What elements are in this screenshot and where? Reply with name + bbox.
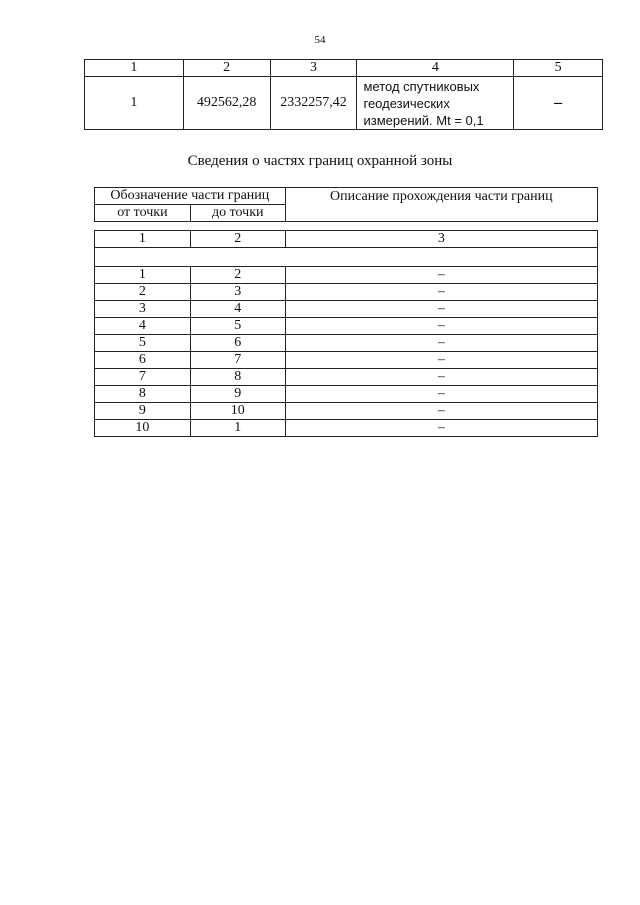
from-point: 4 (95, 318, 191, 335)
header-from-point: от точки (95, 205, 191, 222)
method-line: метод спутниковых (363, 78, 480, 94)
column-number-1: 1 (95, 231, 191, 248)
table-row (95, 369, 598, 386)
from-point: 3 (95, 301, 191, 318)
from-point: 8 (95, 386, 191, 403)
table-header-row (85, 60, 603, 77)
page-number: 54 (314, 34, 326, 46)
column-number-row (95, 231, 598, 248)
description: – (285, 335, 597, 352)
table-gap-row (95, 222, 598, 231)
empty-row (95, 248, 598, 267)
table-row (95, 301, 598, 318)
to-point: 4 (190, 301, 285, 318)
coordinate-x: 492562,28 (183, 77, 270, 130)
header-to-point: до точки (190, 205, 285, 222)
from-point: 7 (95, 369, 191, 386)
from-point: 9 (95, 403, 191, 420)
header-boundary-part-designation: Обозначение части границ (95, 188, 286, 205)
header-boundary-description: Описание прохождения части границ (285, 188, 597, 222)
gap-cell (95, 222, 598, 231)
column-5-value: – (514, 77, 603, 130)
table-header-row (95, 188, 598, 205)
point-number: 1 (85, 77, 184, 130)
section-title: Сведения о частях границ охранной зоны (187, 153, 453, 169)
coordinates-table (84, 59, 603, 130)
from-point: 1 (95, 267, 191, 284)
column-number-2: 2 (183, 60, 270, 77)
description: – (285, 403, 597, 420)
coordinate-y: 2332257,42 (270, 77, 357, 130)
description: – (285, 386, 597, 403)
description: – (285, 284, 597, 301)
column-number-3: 3 (285, 231, 597, 248)
to-point: 6 (190, 335, 285, 352)
table-row (95, 267, 598, 284)
column-number-5: 5 (514, 60, 603, 77)
table-row (95, 420, 598, 437)
method-line: измерений. Mt = 0,1 (363, 112, 484, 128)
to-point: 3 (190, 284, 285, 301)
description: – (285, 267, 597, 284)
description: – (285, 301, 597, 318)
to-point: 1 (190, 420, 285, 437)
table-row (95, 386, 598, 403)
description: – (285, 352, 597, 369)
column-number-3: 3 (270, 60, 357, 77)
table-row (95, 318, 598, 335)
description: – (285, 369, 597, 386)
table-row (95, 403, 598, 420)
boundary-parts-table (94, 187, 598, 437)
table-row (95, 335, 598, 352)
to-point: 9 (190, 386, 285, 403)
to-point: 7 (190, 352, 285, 369)
method-line: геодезических (363, 95, 450, 111)
from-point: 10 (95, 420, 191, 437)
to-point: 8 (190, 369, 285, 386)
table-row (95, 284, 598, 301)
column-number-2: 2 (190, 231, 285, 248)
measurement-method (357, 77, 514, 130)
to-point: 2 (190, 267, 285, 284)
from-point: 2 (95, 284, 191, 301)
column-number-4: 4 (357, 60, 514, 77)
from-point: 6 (95, 352, 191, 369)
table-row (95, 352, 598, 369)
description: – (285, 420, 597, 437)
from-point: 5 (95, 335, 191, 352)
to-point: 10 (190, 403, 285, 420)
table-row (85, 77, 603, 130)
to-point: 5 (190, 318, 285, 335)
column-number-1: 1 (85, 60, 184, 77)
description: – (285, 318, 597, 335)
empty-cell (95, 248, 598, 267)
